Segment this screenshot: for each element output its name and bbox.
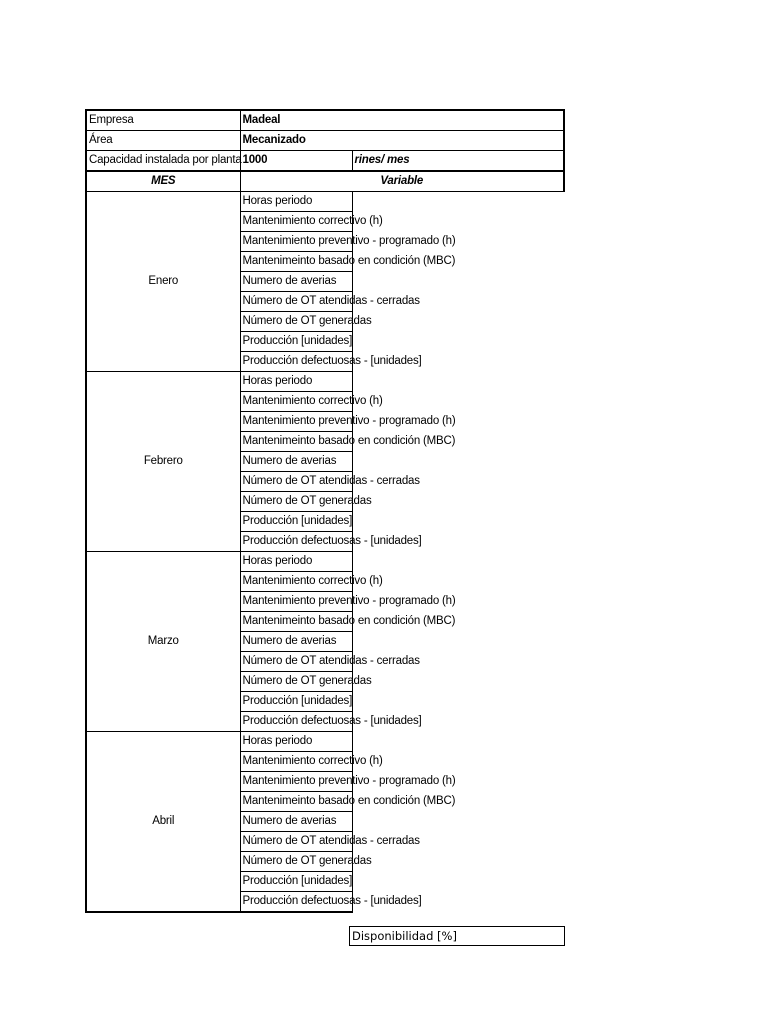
month-label-abril: Abril <box>86 732 240 913</box>
variable-label: Numero de averias <box>240 812 352 832</box>
variable-label: Número de OT atendidas - cerradas <box>240 292 352 312</box>
area-label: Área <box>86 131 240 151</box>
variable-label: Mantenimiento correctivo (h) <box>240 572 352 592</box>
variable-label: Horas periodo <box>240 192 352 212</box>
variable-label: Mantenimiento preventivo - programado (h) <box>240 772 352 792</box>
variable-label: Horas periodo <box>240 732 352 752</box>
month-label-febrero: Febrero <box>86 372 240 552</box>
empresa-value: Madeal <box>240 110 564 131</box>
variable-label: Mantenimiento correctivo (h) <box>240 392 352 412</box>
variable-label: Numero de averias <box>240 272 352 292</box>
capacidad-unit: rines/ mes <box>352 151 564 172</box>
maintenance-data-table <box>85 109 565 913</box>
table-row <box>86 552 564 572</box>
table-body <box>86 110 564 912</box>
capacidad-value: 1000 <box>240 151 352 172</box>
capacidad-label: Capacidad instalada por planta <box>86 151 240 172</box>
variable-label: Numero de averias <box>240 632 352 652</box>
variable-label: Producción [unidades] <box>240 872 352 892</box>
variable-label: Mantenimiento preventivo - programado (h) <box>240 592 352 612</box>
capacidad-row <box>86 151 564 172</box>
variable-label: Número de OT generadas <box>240 852 352 872</box>
variable-label: Mantenimiento preventivo - programado (h) <box>240 232 352 252</box>
month-label-enero: Enero <box>86 192 240 372</box>
variable-label: Mantenimiento correctivo (h) <box>240 212 352 232</box>
area-row <box>86 131 564 151</box>
variable-label: Número de OT atendidas - cerradas <box>240 652 352 672</box>
variable-label: Producción defectuosas - [unidades] <box>240 352 352 372</box>
variable-label: Número de OT atendidas - cerradas <box>240 832 352 852</box>
variable-label: Número de OT atendidas - cerradas <box>240 472 352 492</box>
variable-label: Número de OT generadas <box>240 492 352 512</box>
variable-label: Producción defectuosas - [unidades] <box>240 892 352 913</box>
month-label-marzo: Marzo <box>86 552 240 732</box>
variable-label: Número de OT generadas <box>240 672 352 692</box>
variable-label: Mantenimiento correctivo (h) <box>240 752 352 772</box>
variable-label: Mantenimeinto basado en condición (MBC) <box>240 432 352 452</box>
table-row <box>86 732 564 752</box>
variable-label: Horas periodo <box>240 372 352 392</box>
variable-label: Número de OT generadas <box>240 312 352 332</box>
disponibilidad-cell: Disponibilidad [%] <box>349 926 565 946</box>
column-header-variable: Variable <box>240 171 564 192</box>
variable-label: Producción [unidades] <box>240 332 352 352</box>
column-header-mes: MES <box>86 171 240 192</box>
table-row <box>86 192 564 212</box>
variable-label: Producción [unidades] <box>240 512 352 532</box>
variable-label: Mantenimeinto basado en condición (MBC) <box>240 792 352 812</box>
variable-label: Mantenimeinto basado en condición (MBC) <box>240 612 352 632</box>
variable-label: Producción defectuosas - [unidades] <box>240 532 352 552</box>
variable-label: Numero de averias <box>240 452 352 472</box>
variable-label: Producción [unidades] <box>240 692 352 712</box>
variable-label: Mantenimeinto basado en condición (MBC) <box>240 252 352 272</box>
empresa-label: Empresa <box>86 110 240 131</box>
variable-label: Mantenimiento preventivo - programado (h) <box>240 412 352 432</box>
variable-label: Horas periodo <box>240 552 352 572</box>
empresa-row <box>86 110 564 131</box>
variable-label: Producción defectuosas - [unidades] <box>240 712 352 732</box>
area-value: Mecanizado <box>240 131 564 151</box>
column-header-row <box>86 171 564 192</box>
table-row <box>86 372 564 392</box>
